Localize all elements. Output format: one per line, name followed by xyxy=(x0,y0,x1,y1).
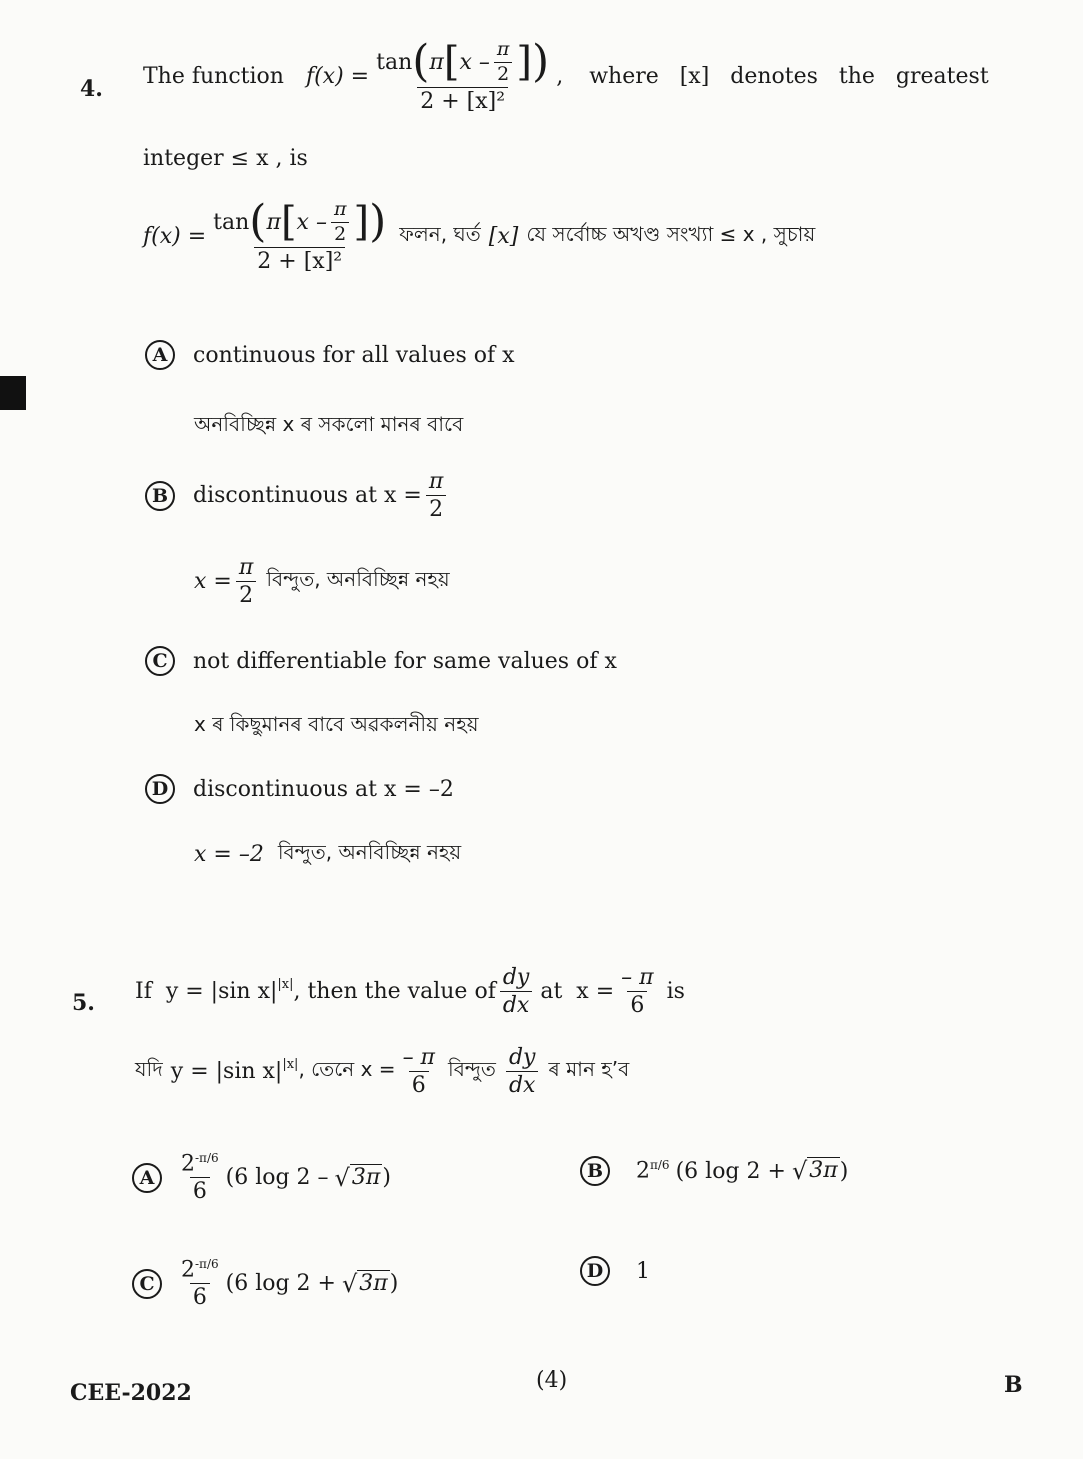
q5-option-a-coef-num xyxy=(178,1152,222,1177)
q5-option-d[interactable] xyxy=(580,1256,650,1286)
x-minus: x – xyxy=(459,49,490,75)
question-4-english-line2: integer ≤ x , is xyxy=(143,146,308,171)
sqrt-icon xyxy=(792,1157,840,1185)
q5-bn-bindut: বিন্দুত xyxy=(448,1057,496,1082)
neg-pi-over-6 xyxy=(618,966,656,1017)
q5-b-exp: π/6 xyxy=(650,1158,670,1173)
left-bracket-bn: [ xyxy=(280,199,297,246)
footer-exam-code: CEE-2022 xyxy=(70,1380,192,1406)
q5-option-c-paren-close: ) xyxy=(389,1271,399,1297)
pi-num: π xyxy=(496,38,510,60)
option-b-icon: B xyxy=(145,481,175,511)
neg-pi: – π xyxy=(621,965,654,990)
q5-option-b-coef xyxy=(636,1158,670,1183)
function-fraction xyxy=(373,36,552,114)
pi-symbol-bn: π xyxy=(266,209,281,235)
tan-label: tan xyxy=(376,49,413,75)
q5-bn-six: 6 xyxy=(409,1071,429,1097)
pi-symbol: π xyxy=(429,49,444,75)
q4-option-a[interactable] xyxy=(145,340,515,370)
q5-option-a-coef xyxy=(178,1152,222,1204)
pi-over-2 xyxy=(494,40,513,85)
right-paren-bn: ) xyxy=(369,196,387,248)
footer-set-code: B xyxy=(1004,1372,1023,1398)
q5-bn-tail: ৰ মান হ’ব xyxy=(548,1057,630,1082)
q5-bn-mid: , তেনে x = xyxy=(298,1057,396,1082)
dx: dx xyxy=(500,991,533,1017)
dy-dx-fraction xyxy=(500,966,533,1017)
fraction-denominator-bn: 2 + [x]² xyxy=(254,247,345,273)
tan-label-bn: tan xyxy=(213,209,250,235)
two-den: 2 xyxy=(494,62,512,85)
q5-mid: , then the value of xyxy=(293,979,496,1005)
question-5-bengali-line xyxy=(135,1046,629,1097)
option-c-bengali: x ৰ কিছুমানৰ বাবে অৱকলনীয় নহয় xyxy=(194,712,479,736)
option-d-icon: D xyxy=(145,774,175,804)
option-b-bn-pi: π xyxy=(238,555,254,580)
fraction-numerator xyxy=(373,36,552,88)
question-4-english-line1 xyxy=(143,36,989,114)
option-b-bengali-line xyxy=(194,556,450,607)
q5-c-radicand: 3π xyxy=(359,1270,388,1296)
fraction-numerator-bn xyxy=(210,196,389,248)
question-4-tail: where [x] denotes the greatest xyxy=(589,63,989,89)
pi-num-bn: π xyxy=(333,198,347,220)
sqrt-icon xyxy=(342,1270,390,1298)
q5-option-a-icon: A xyxy=(132,1163,162,1193)
right-paren: ) xyxy=(532,36,550,88)
q5-option-a-paren-open: (6 log 2 – xyxy=(225,1165,329,1191)
q5-option-c-icon: C xyxy=(132,1269,162,1299)
question-4-number: 4. xyxy=(80,76,103,102)
function-label: f(x) = xyxy=(305,63,370,89)
option-a-english: continuous for all values of x xyxy=(193,342,515,368)
q5-bn-neg-pi: – π xyxy=(402,1045,436,1070)
option-b-pi: π xyxy=(428,469,444,494)
sqrt-icon xyxy=(335,1164,383,1192)
q5-c-radical: √ xyxy=(341,1269,358,1298)
q5-option-a[interactable] xyxy=(132,1152,391,1204)
option-c-english: not differentiable for same values of x xyxy=(193,648,617,674)
option-d-bengali-line xyxy=(194,838,461,871)
option-c-icon: C xyxy=(145,646,175,676)
q5-option-c-coef-den: 6 xyxy=(190,1283,210,1309)
option-a-bengali: অনবিচ্ছিন্ন x ৰ সকলো মানৰ বাবে xyxy=(194,412,464,436)
q5-a-base: 2 xyxy=(181,1151,195,1177)
fraction-denominator: 2 + [x]² xyxy=(417,87,508,113)
footer-page-number: (4) xyxy=(536,1368,568,1393)
q5-at-x: at x = xyxy=(540,979,615,1005)
bengali-bracket-x: [x] xyxy=(488,223,519,249)
q4-option-c[interactable] xyxy=(145,646,617,676)
q5-a-exp: -π/6 xyxy=(195,1151,219,1165)
option-d-bengali: বিন্দুত, অনবিচ্ছিন্ন নহয় xyxy=(277,840,462,864)
pi-over-2-bn xyxy=(331,200,350,245)
dy: dy xyxy=(502,965,530,990)
option-b-bengali: বিন্দুত, অনবিচ্ছিন্ন নহয় xyxy=(266,567,450,592)
two-den-bn: 2 xyxy=(331,222,349,245)
q5-bn-dy-dx xyxy=(506,1046,539,1097)
q5-option-c-coef xyxy=(178,1258,222,1310)
q5-lead: If y = |sin x| xyxy=(135,979,278,1005)
bengali-tail-a: ফলন, ঘৰ্ত xyxy=(399,221,481,246)
question-5-english-line xyxy=(135,966,685,1017)
q5-b-base: 2 xyxy=(636,1158,650,1184)
x-minus-bn: x – xyxy=(296,209,327,235)
q5-is: is xyxy=(666,979,685,1005)
option-b-bn-fraction xyxy=(236,556,256,607)
q5-option-b-paren-close: ) xyxy=(839,1158,849,1184)
q5-bn-lead: যদি xyxy=(135,1057,163,1082)
q5-bn-y: y = |sin x| xyxy=(170,1059,283,1085)
q5-option-c-paren-open: (6 log 2 + xyxy=(225,1271,336,1297)
six: 6 xyxy=(627,991,647,1017)
function-fraction-bn xyxy=(210,196,389,274)
q5-option-d-icon: D xyxy=(580,1256,610,1286)
q5-b-radicand: 3π xyxy=(809,1158,838,1183)
q4-option-d[interactable] xyxy=(145,774,454,804)
q5-bn-dx: dx xyxy=(506,1071,539,1097)
option-d-english: discontinuous at x = –2 xyxy=(193,776,454,802)
q5-bn-neg-pi-over-6 xyxy=(400,1046,438,1097)
right-bracket-bn: ] xyxy=(353,199,370,246)
option-b-bn-lead: x = xyxy=(194,569,232,595)
q5-option-a-coef-den: 6 xyxy=(190,1177,210,1203)
q5-bn-dy: dy xyxy=(508,1045,536,1070)
q5-c-base: 2 xyxy=(181,1257,195,1283)
q5-option-d-value: 1 xyxy=(636,1258,650,1284)
q5-a-radical: √ xyxy=(334,1163,350,1192)
question-4-lead: The function xyxy=(143,63,284,89)
option-b-english: discontinuous at x = xyxy=(193,483,422,509)
function-label-bn: f(x) = xyxy=(143,223,207,249)
q5-b-radical: √ xyxy=(791,1157,808,1185)
q4-option-b[interactable] xyxy=(145,470,450,521)
q5-bn-exponent: |x| xyxy=(282,1057,299,1073)
question-4-bengali-line xyxy=(143,196,816,274)
q5-exponent: |x| xyxy=(277,977,294,993)
q5-c-exp: -π/6 xyxy=(195,1257,219,1271)
option-b-fraction xyxy=(426,470,446,521)
q5-option-b[interactable] xyxy=(580,1156,848,1186)
option-b-bn-two: 2 xyxy=(236,581,256,607)
q5-option-c[interactable] xyxy=(132,1258,398,1310)
question-5-number: 5. xyxy=(72,990,95,1016)
right-bracket: ] xyxy=(516,39,533,86)
left-paren: ( xyxy=(412,36,430,88)
q5-option-b-paren-open: (6 log 2 + xyxy=(675,1158,786,1184)
option-a-icon: A xyxy=(145,340,175,370)
option-b-two: 2 xyxy=(426,495,446,521)
comma: , xyxy=(556,63,564,89)
bengali-tail-b: যে সৰ্বোচ্চ অখণ্ড সংখ্যা ≤ x , সুচায় xyxy=(526,221,816,246)
option-d-bn-lead: x = –2 xyxy=(194,842,264,867)
left-paren-bn: ( xyxy=(249,196,267,248)
page-margin-marker xyxy=(0,376,26,410)
q5-option-b-icon: B xyxy=(580,1156,610,1186)
left-bracket: [ xyxy=(443,39,460,86)
q5-a-radicand: 3π xyxy=(351,1164,381,1190)
q5-option-a-paren-close: ) xyxy=(382,1165,391,1191)
q5-option-c-coef-num xyxy=(178,1258,222,1283)
